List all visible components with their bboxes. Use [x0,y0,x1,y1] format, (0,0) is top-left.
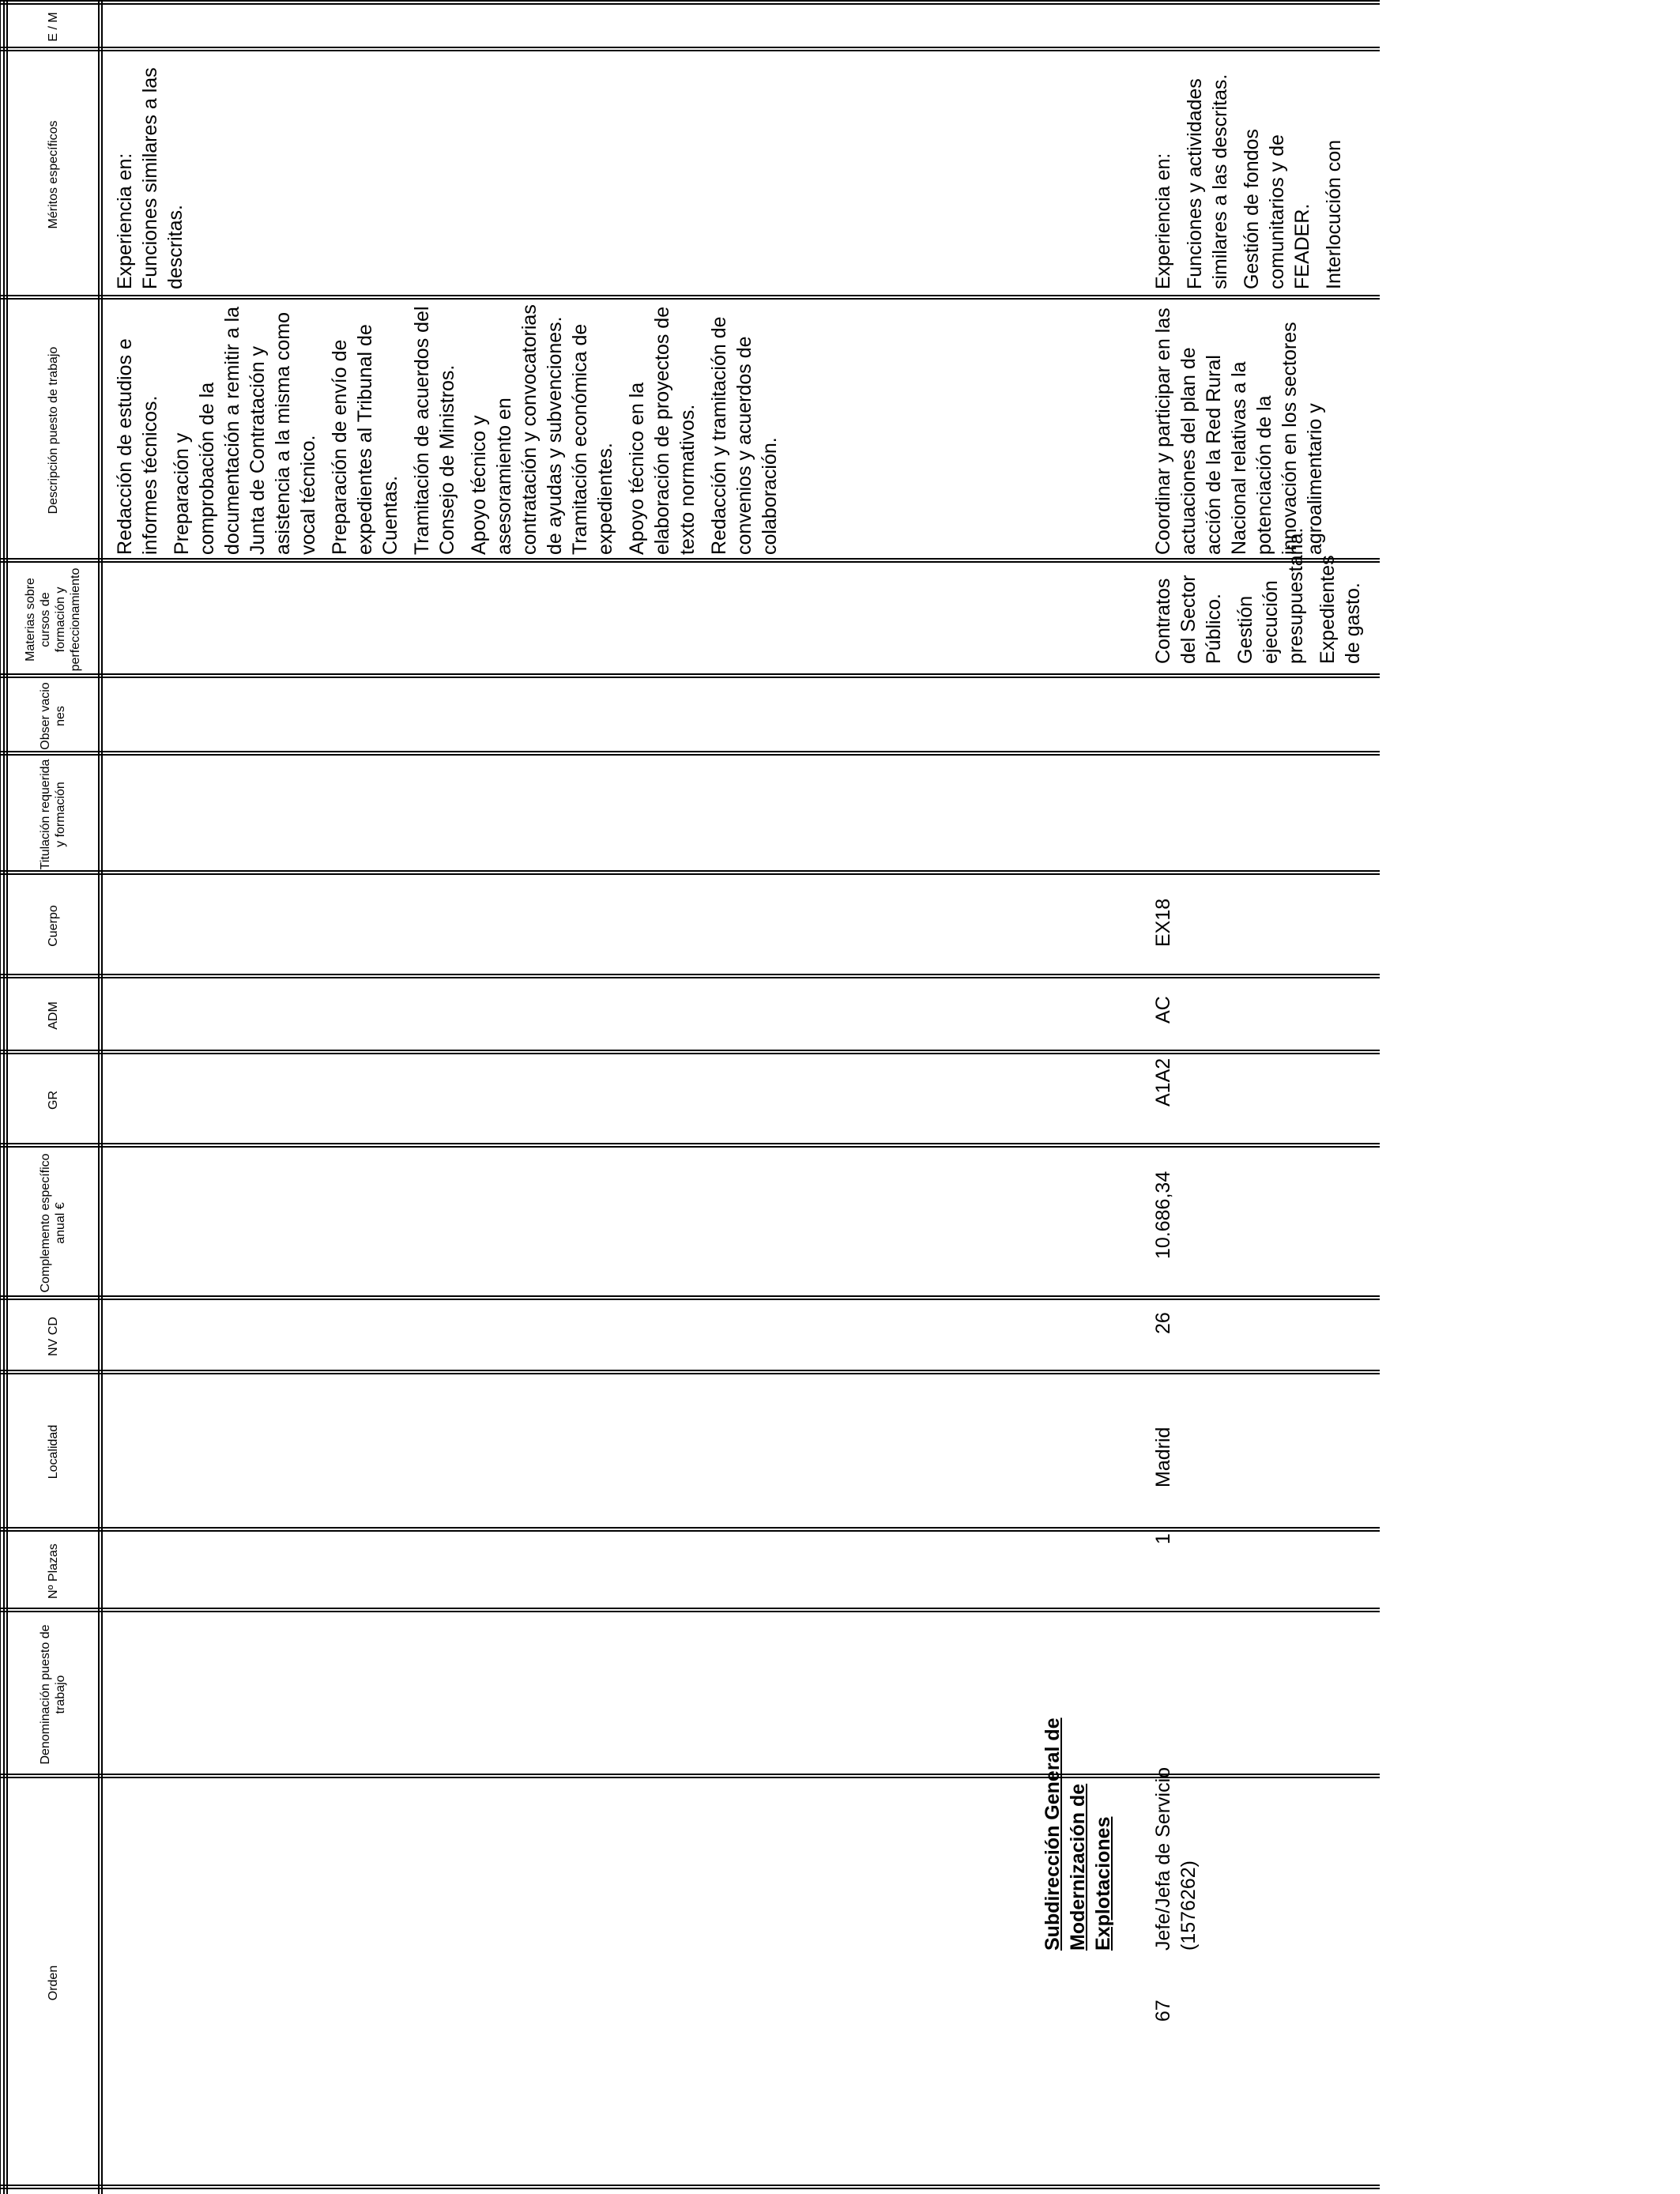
list-item: Gestión ejecución presupuestaria. [1234,527,1307,664]
list-item: Interlocución con [1323,139,1345,289]
row-67-denominacion: Jefe/Jefa de Servicio (1576262) [1152,1766,1200,1951]
list-item: Funciones similares a las descritas. [139,67,186,289]
list-item: Contratos del Sector Público. [1152,575,1225,664]
row-67-localidad: Madrid [1152,1427,1174,1487]
header-em: E / M [46,12,60,42]
list-item: Expedientes de gasto. [1317,555,1364,664]
row-67-plazas: 1 [1152,1533,1174,1544]
continuation-descripcion [112,303,782,555]
continuation-meritos [112,55,188,289]
row-67-gr: A1A2 [1152,1057,1174,1106]
list-item: Apoyo técnico en la elaboración de proyectos de texto normativos. [626,306,699,555]
header-adm: ADM [46,1001,60,1030]
header-orden: Orden [46,1965,60,2001]
col-rule-2 [0,1608,1380,1612]
header-observaciones: Obser vacio nes [39,682,67,750]
row-67-cuerpo: EX18 [1152,898,1174,947]
header-titulacion: Titulación requerida y formación [39,759,67,870]
list-item: Funciones y actividades similares a las descritas. [1184,74,1231,289]
header-meritos: Méritos específicos [46,120,60,229]
list-item: Tramitación de acuerdos del Consejo de Ministros. [411,306,458,555]
header-gr: GR [46,1091,60,1110]
col-rule-11 [0,673,1380,678]
col-rule-14 [0,47,1380,51]
row-67-meritos [1151,55,1347,289]
list-item: Gestión de fondos comunitarios y de FEADER. [1241,129,1313,289]
table-top-rule [0,0,1,2194]
section-title: Subdirección General de Modernización de Explotaciones [1042,1717,1114,1951]
header-denominacion: Denominación puesto de trabajo [39,1624,67,1765]
list-item: Experiencia en: [1152,153,1174,289]
col-rule-3 [0,1527,1380,1532]
list-item: Preparación y comprobación de la documentación a remitir a la Junta de Contratación y asistencia a la misma como vocal técnico. [171,306,319,555]
header-localidad: Localidad [46,1424,60,1480]
header-plazas: Nº Plazas [46,1544,60,1599]
header-descripcion: Descripción puesto de trabajo [46,346,60,515]
list-item: Experiencia en: [114,153,136,289]
header-nv-cd: NV CD [46,1317,60,1356]
col-rule-4 [0,1370,1380,1374]
header-bottom-rule [98,0,103,2194]
col-rule-10 [0,751,1380,756]
row-67-adm: AC [1152,996,1174,1023]
row-67-orden: 67 [1152,2000,1174,2022]
header-complemento: Complemento específico anual € [39,1153,67,1293]
col-rule-7 [0,1050,1380,1054]
list-item: Redacción de estudios e informes técnicos. [114,338,161,555]
row-67-descripcion: Coordinar y participar en las actuaciones del plan de acción de la Red Rural Nacional relativas a la potenciación de la innovación en los sectores agroalimentario y [1152,307,1326,555]
list-item: Tramitación económica de expedientes. [569,323,616,555]
col-rule-15 [0,0,1380,5]
outer-left-rule [3,0,8,2194]
row-67-materias [1151,527,1365,664]
row-67-nv-cd: 26 [1152,1312,1174,1334]
col-rule-6 [0,1143,1380,1148]
col-rule-0 [0,2185,1380,2189]
list-item: Apoyo técnico y asesoramiento en contratación y convocatorias de ayudas y subvenciones. [468,304,566,555]
col-rule-9 [0,870,1380,875]
col-rule-5 [0,1295,1380,1300]
col-rule-8 [0,974,1380,978]
col-rule-13 [0,295,1380,300]
list-item: Preparación de envío de expedientes al Tribunal de Cuentas. [329,324,401,555]
row-67-complemento: 10.686,34 [1152,1171,1174,1259]
header-materias: Materias sobre cursos de formación y perfeccionamiento [24,567,82,672]
header-cuerpo: Cuerpo [46,905,60,947]
list-item: Redacción y tramitación de convenios y acuerdos de colaboración. [708,316,781,555]
